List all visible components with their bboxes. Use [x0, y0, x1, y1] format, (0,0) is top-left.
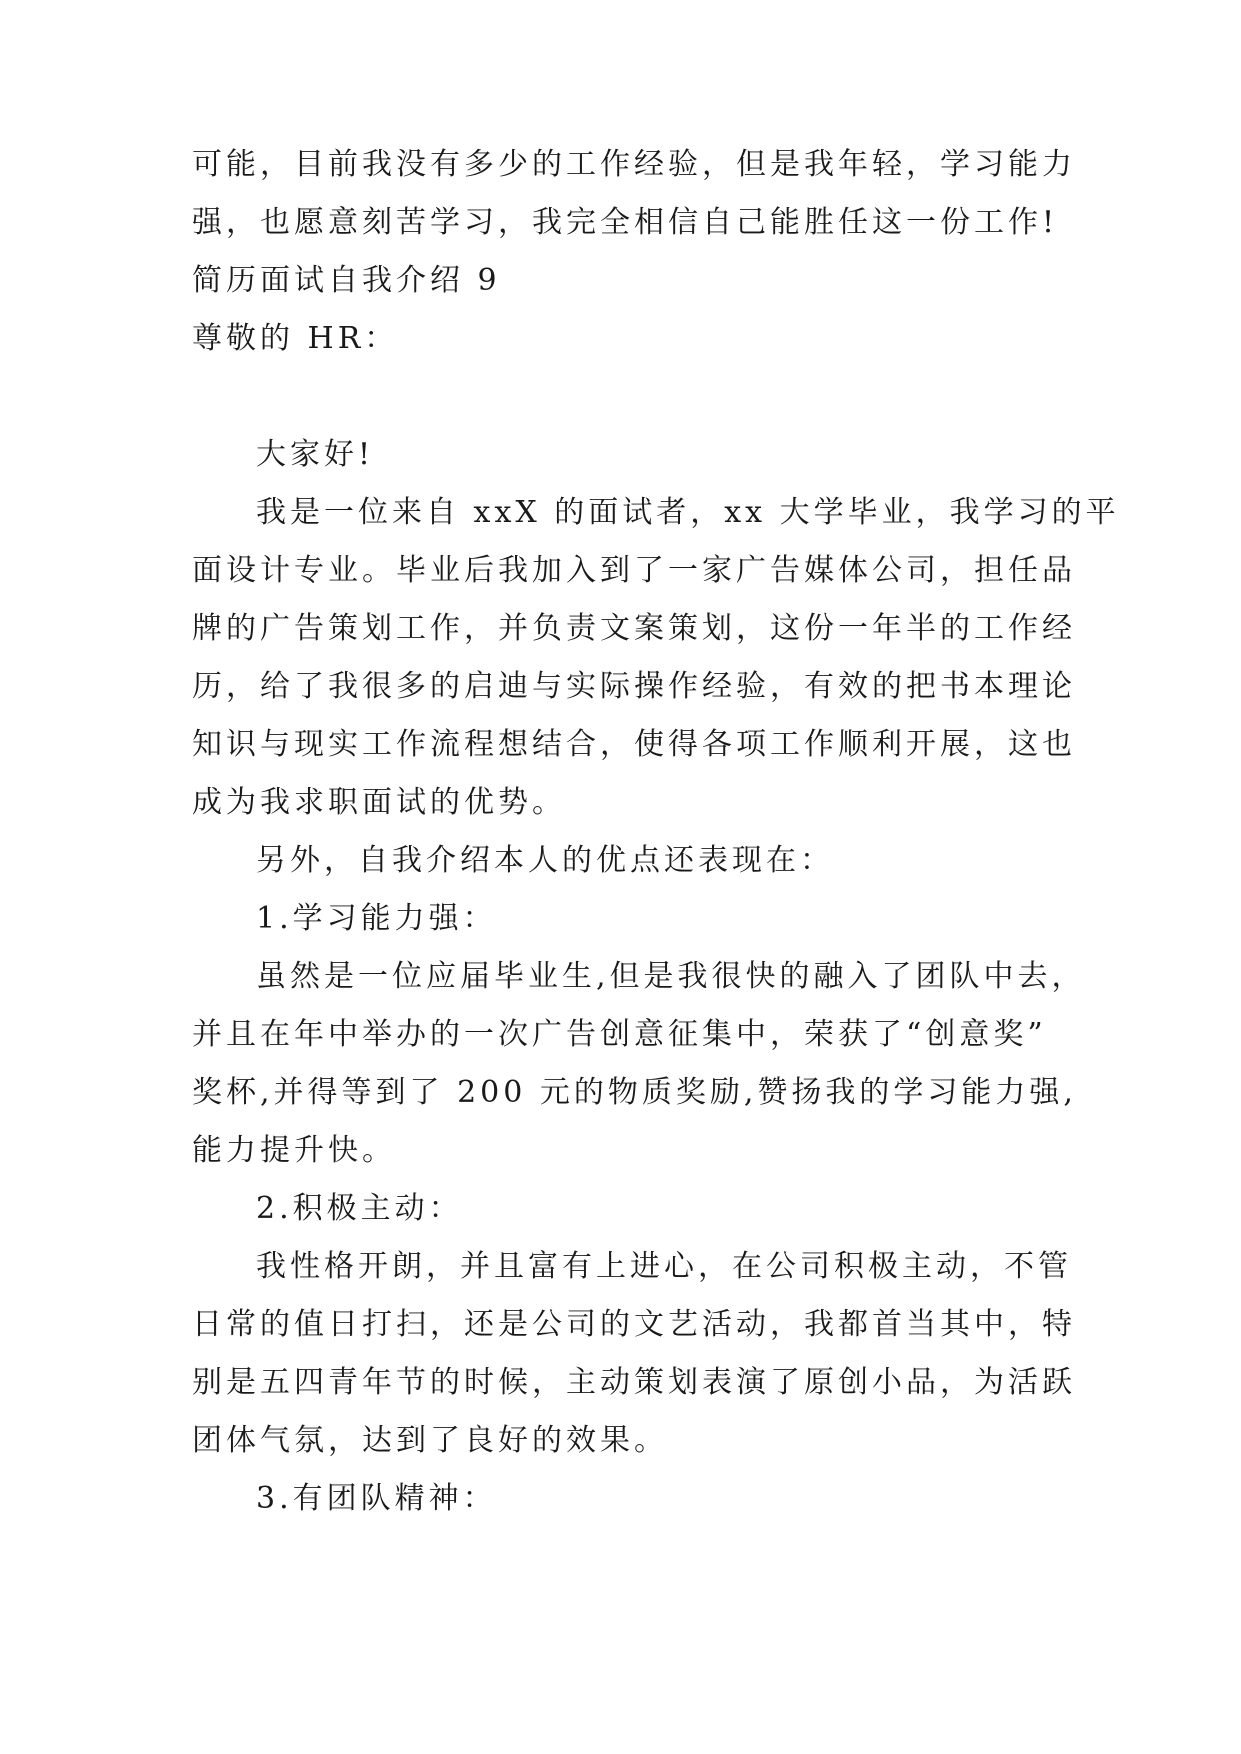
paragraph-line: 日常的值日打扫，还是公司的文艺活动，我都首当其中，特: [192, 1307, 1076, 1342]
list-heading: 3.有团队精神：: [256, 1481, 497, 1516]
paragraph-line: 历，给了我很多的启迪与实际操作经验，有效的把书本理论: [192, 669, 1076, 704]
paragraph-line: 奖杯,并得等到了 200 元的物质奖励,赞扬我的学习能力强,: [192, 1075, 1077, 1110]
paragraph-line: 虽然是一位应届毕业生,但是我很快的融入了团队中去，: [256, 959, 1086, 994]
paragraph-line: 能力提升快。: [192, 1133, 396, 1168]
paragraph-line: 成为我求职面试的优势。: [192, 785, 566, 820]
paragraph-line: 并且在年中举办的一次广告创意征集中，荣获了“创意奖”: [192, 1017, 1047, 1052]
paragraph-line: 另外，自我介绍本人的优点还表现在：: [256, 843, 834, 878]
paragraph-line: 团体气氛，达到了良好的效果。: [192, 1423, 668, 1458]
paragraph-line: 知识与现实工作流程想结合，使得各项工作顺利开展，这也: [192, 727, 1076, 762]
salutation: 尊敬的 HR：: [192, 321, 399, 356]
paragraph-line: 面设计专业。毕业后我加入到了一家广告媒体公司，担任品: [192, 553, 1076, 588]
paragraph-line: 别是五四青年节的时候，主动策划表演了原创小品，为活跃: [192, 1365, 1076, 1400]
paragraph-line: 牌的广告策划工作，并负责文案策划，这份一年半的工作经: [192, 611, 1076, 646]
paragraph-line: 我是一位来自 xxX 的面试者，xx 大学毕业，我学习的平: [256, 495, 1120, 530]
list-heading: 2.积极主动：: [256, 1191, 463, 1226]
text-line: 可能，目前我没有多少的工作经验，但是我年轻，学习能力: [192, 147, 1076, 182]
section-heading: 简历面试自我介绍 9: [192, 263, 501, 298]
greeting: 大家好!: [256, 437, 375, 472]
paragraph-line: 我性格开朗，并且富有上进心，在公司积极主动，不管: [256, 1249, 1072, 1284]
text-line: 强，也愿意刻苦学习，我完全相信自己能胜任这一份工作!: [192, 205, 1059, 240]
list-heading: 1.学习能力强：: [256, 901, 497, 936]
